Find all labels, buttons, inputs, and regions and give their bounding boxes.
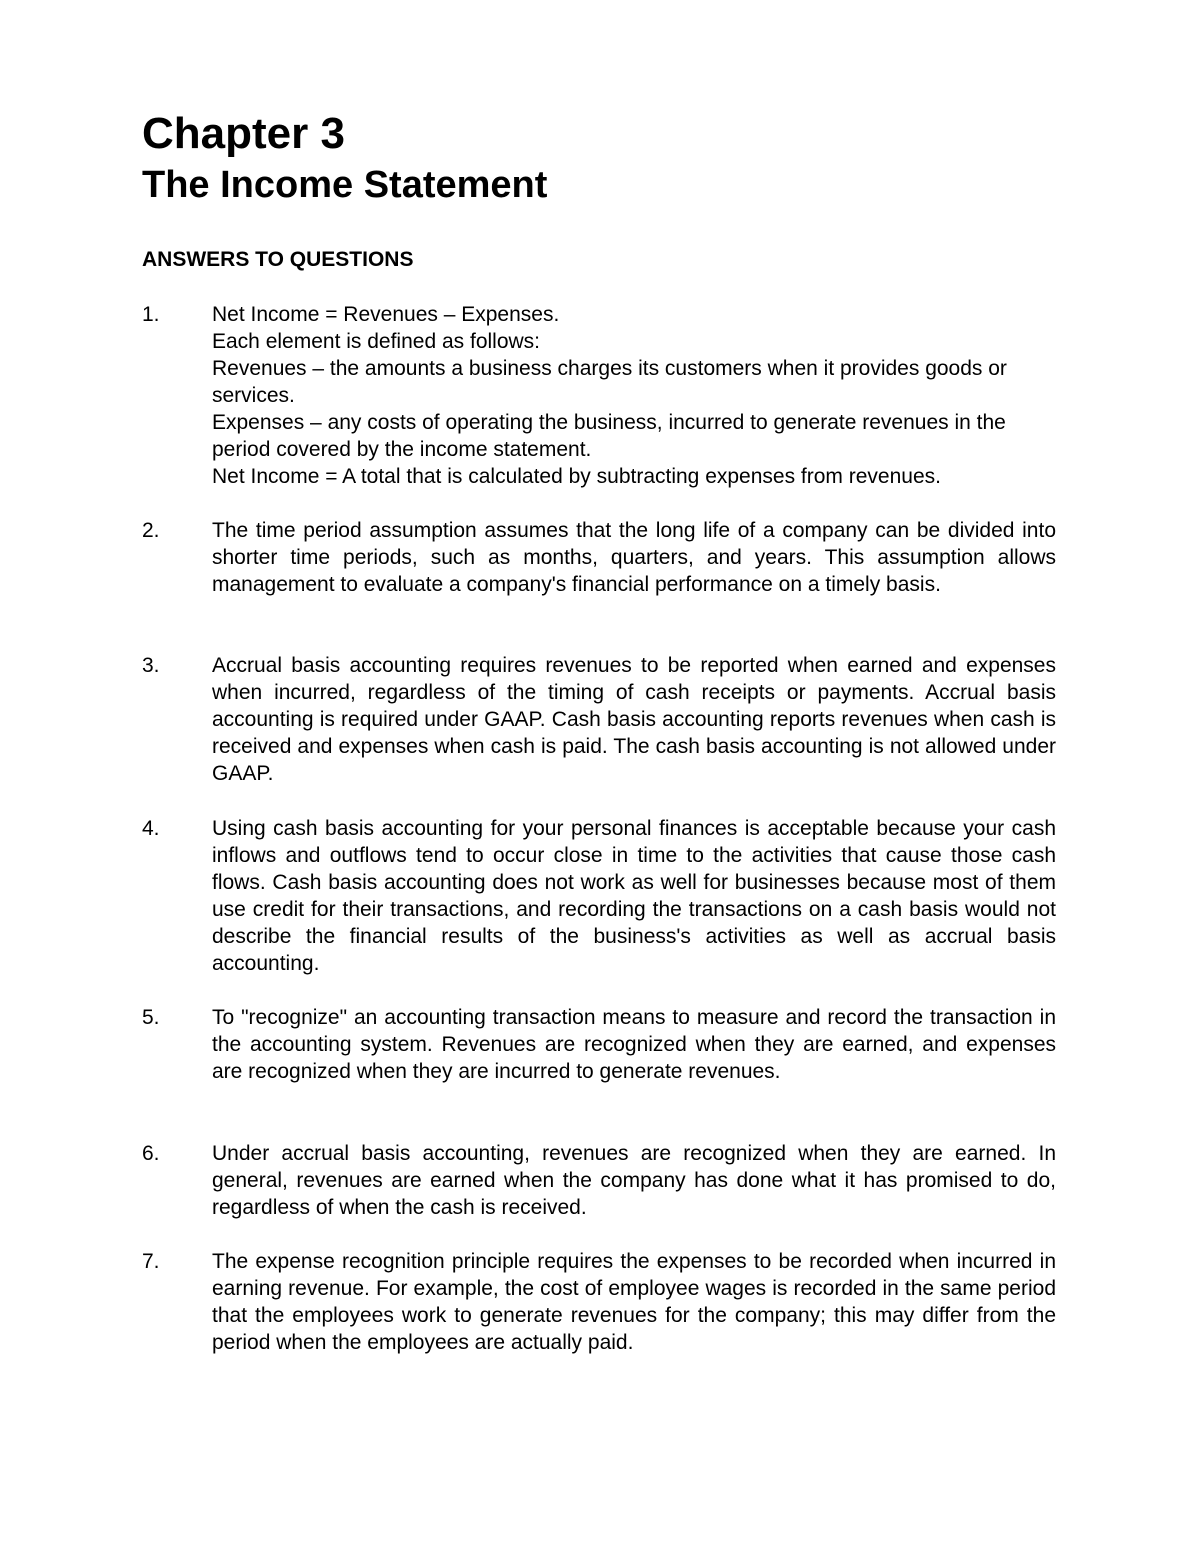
answer-number: 7. [142,1250,160,1273]
answer-text: The time period assumption assumes that the long life of a company can be divided into shorter time periods, such as months, quarters, and years. This assumption allows management to evaluate a company's financial performance on a timely basis. [212,519,1056,596]
answer-line: Revenues – the amounts a business charges its customers when it provides goods or services. [212,357,1007,407]
answer-number: 1. [142,303,160,326]
answer-line: Net Income = A total that is calculated by subtracting expenses from revenues. [212,465,941,488]
answer-line: Expenses – any costs of operating the business, incurred to generate revenues in the period covered by the income statement. [212,411,1006,461]
answer-number: 4. [142,817,160,840]
chapter-title: Chapter 3 [142,109,345,158]
answer-line: Each element is defined as follows: [212,330,541,353]
answer-number: 5. [142,1006,160,1029]
answer-text: To "recognize" an accounting transaction means to measure and record the transaction in the accounting system. Revenues are recognized when they are earned, and expenses are recognized when they are incurred to generate revenues. [212,1006,1056,1083]
answer-number: 3. [142,654,160,677]
answer-text: Accrual basis accounting requires revenues to be reported when earned and expenses when incurred, regardless of the timing of cash receipts or payments. Accrual basis accounting is required under GAAP. Cash basis accounting reports revenues when cash is received and expenses when cash is paid. The cash basis accounting is not allowed under GAAP. [212,654,1056,785]
answer-text: Using cash basis accounting for your personal finances is acceptable because your cash inflows and outflows tend to occur close in time to the activities that cause those cash flows. Cash basis accounting does not work as well for businesses because most of them use credit for their transactions, and recording the transactions on a cash basis would not describe the financial results of the business's activities as well as accrual basis accounting. [212,817,1056,975]
answer-line: Net Income = Revenues – Expenses. [212,303,560,326]
answer-text: The expense recognition principle requires the expenses to be recorded when incurred in earning revenue. For example, the cost of employee wages is recorded in the same period that the employees work to generate revenues for the company; this may differ from the period when the employees are actually paid. [212,1250,1056,1354]
answer-number: 2. [142,519,160,542]
chapter-subtitle: The Income Statement [142,164,548,206]
answer-body [212,301,1056,490]
answer-number: 6. [142,1142,160,1165]
section-heading: ANSWERS TO QUESTIONS [142,248,414,271]
answer-text: Under accrual basis accounting, revenues are recognized when they are earned. In general, revenues are earned when the company has done what it has promised to do, regardless of when the cash is received. [212,1142,1056,1219]
